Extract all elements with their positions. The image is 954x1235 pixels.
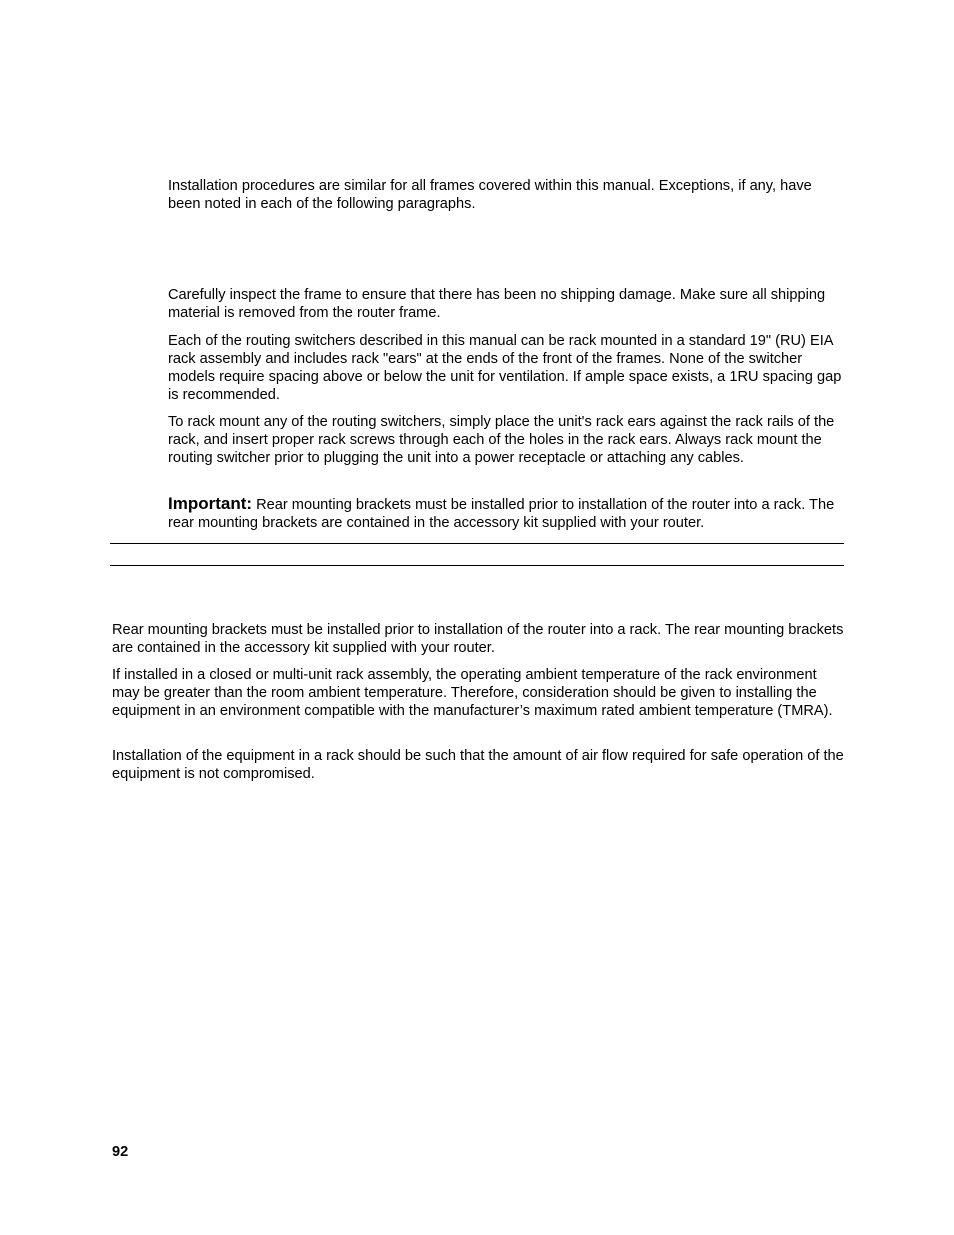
warning-paragraph-1: Rear mounting brackets must be installed prior to installation of the router into a rack. The rear mounting brackets are contained in the accessory kit supplied with your router. <box>112 622 844 656</box>
inspect-paragraph: Carefully inspect the frame to ensure that there has been no shipping damage. Make sure all shipping material is removed from the router frame. <box>168 287 826 321</box>
warning-paragraph-2: If installed in a closed or multi-unit rack assembly, the operating ambient temperature of the rack environment may be greater than the room ambient temperature. Therefore, consideration should be given to installing the equipment in an environment compatible with the manufacturer’s maximum rated ambient temperature (TMRA). <box>112 667 833 719</box>
divider-bottom <box>110 565 844 566</box>
page-number: 92 <box>112 1144 129 1160</box>
procedure-paragraph: To rack mount any of the routing switchers, simply place the unit's rack ears against the rack rails of the rack, and insert proper rack screws through each of the holes in the rack ears. Always rack mount the routing switcher prior to plugging the unit into a power receptacle or attaching any cables. <box>168 414 835 466</box>
intro-paragraph: Installation procedures are similar for all frames covered within this manual. Exceptions, if any, have been noted in each of the following paragraphs. <box>168 178 812 212</box>
important-note <box>168 495 844 532</box>
rack-mount-paragraph: Each of the routing switchers described in this manual can be rack mounted in a standard 19" (RU) EIA rack assembly and includes rack "ears" at the ends of the front of the frames. None of the switcher models require spacing above or below the unit for ventilation. If ample space exists, a 1RU spacing gap is recommended. <box>168 333 842 403</box>
important-text: Rear mounting brackets must be installed prior to installation of the router into a rack. The rear mounting brackets are contained in the accessory kit supplied with your router. <box>168 497 835 531</box>
important-label: Important: <box>168 494 253 513</box>
divider-top <box>110 543 844 544</box>
warning-paragraph-3: Installation of the equipment in a rack should be such that the amount of air flow required for safe operation of the equipment is not compromised. <box>112 748 844 782</box>
